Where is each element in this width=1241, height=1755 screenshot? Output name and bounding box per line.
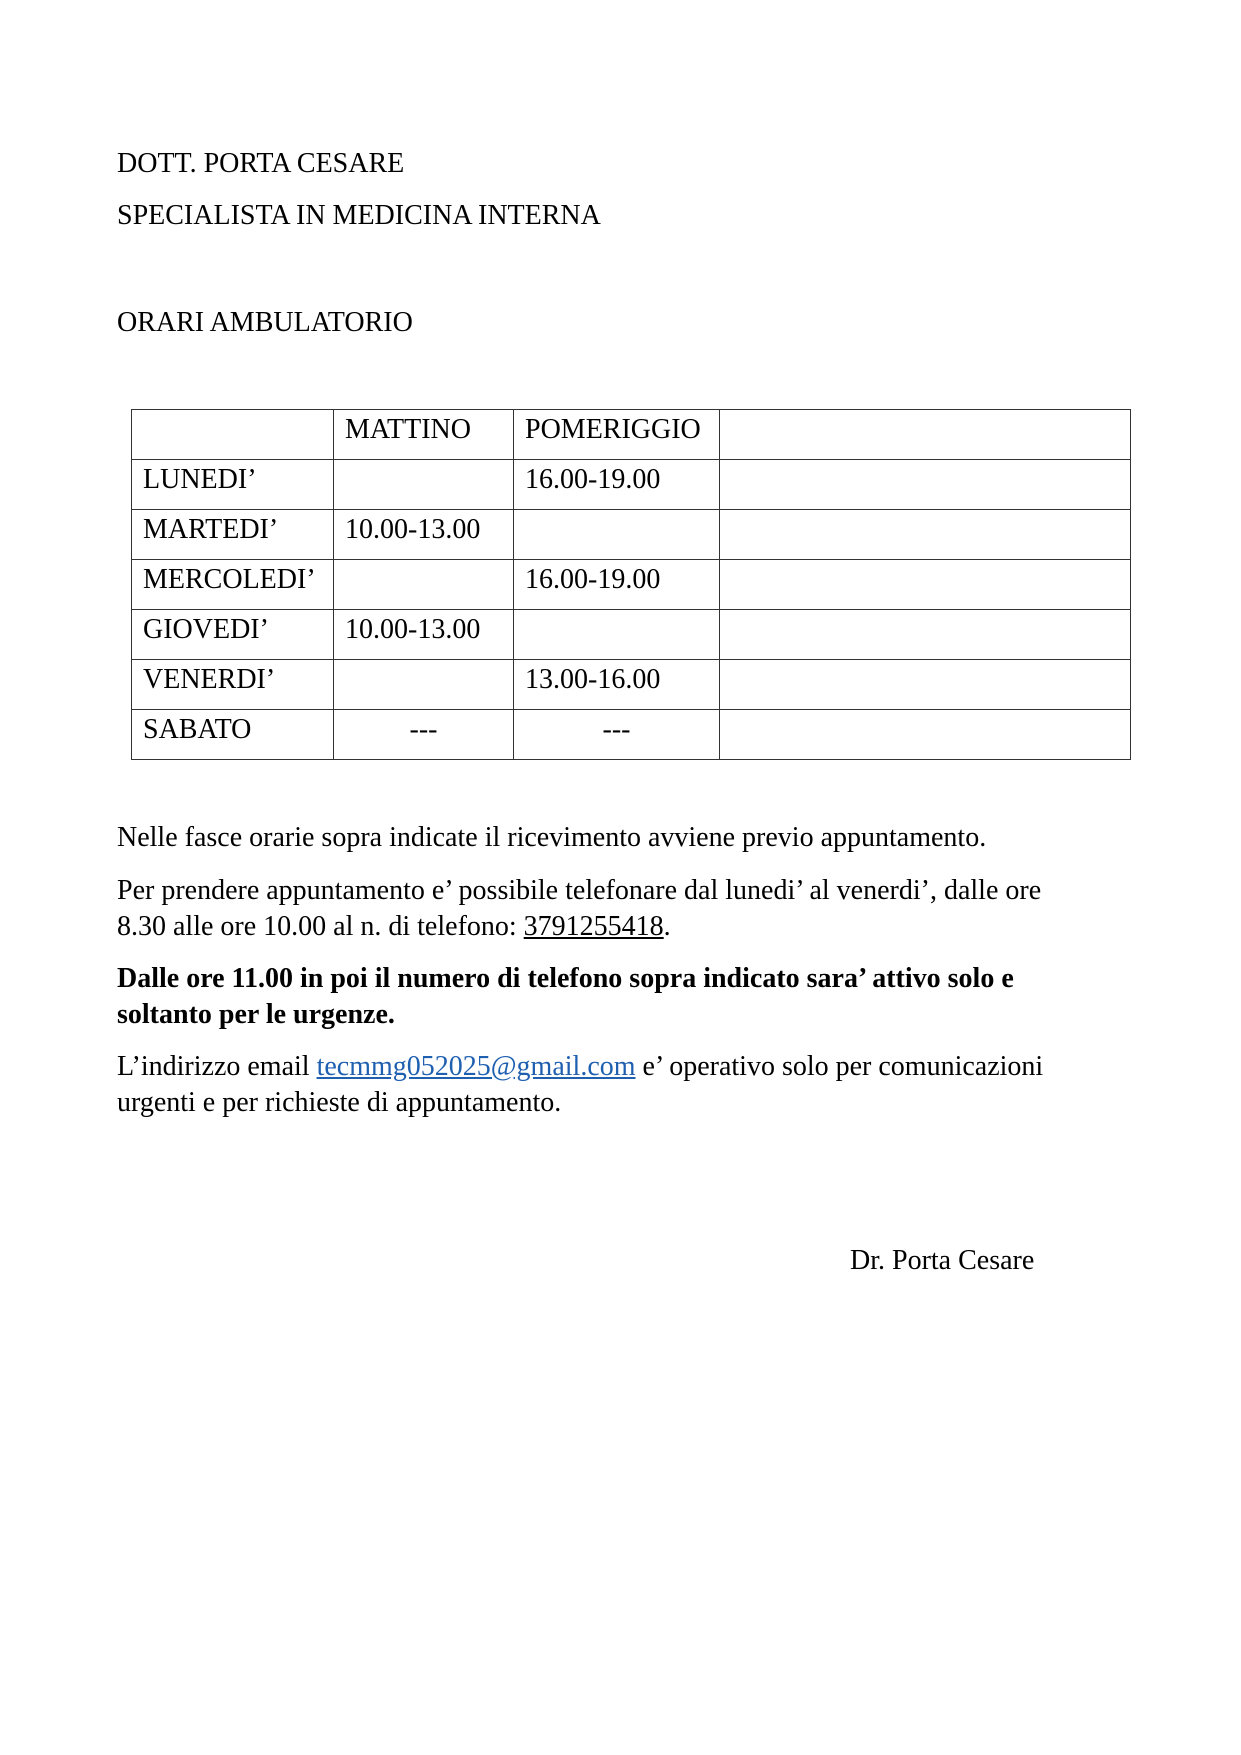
extra-cell: [720, 460, 1131, 510]
table-header-row: [132, 410, 1131, 460]
day-cell: GIOVEDI’: [132, 610, 334, 660]
phone-instructions-suffix: .: [663, 911, 671, 942]
day-cell: SABATO: [132, 710, 334, 760]
phone-number: 3791255418: [523, 911, 664, 942]
signature: Dr. Porta Cesare: [850, 1245, 1035, 1276]
afternoon-cell: 16.00-19.00: [514, 560, 720, 610]
email-link[interactable]: tecmmg052025@gmail.com: [316, 1051, 636, 1082]
header-cell-morning: MATTINO: [334, 410, 514, 460]
phone-instructions-line2: 8.30 alle ore 10.00 al n. di telefono:: [117, 911, 524, 942]
morning-cell: [334, 460, 514, 510]
header-cell-afternoon: POMERIGGIO: [514, 410, 720, 460]
table-row: [132, 510, 1131, 560]
day-cell: MERCOLEDI’: [132, 560, 334, 610]
urgent-notice-line2: soltanto per le urgenze.: [117, 999, 395, 1030]
doctor-name: DOTT. PORTA CESARE: [117, 148, 405, 179]
specialty: SPECIALISTA IN MEDICINA INTERNA: [117, 200, 601, 231]
afternoon-cell: [514, 510, 720, 560]
table-row: [132, 710, 1131, 760]
extra-cell: [720, 660, 1131, 710]
morning-cell: [334, 560, 514, 610]
morning-cell: 10.00-13.00: [334, 510, 514, 560]
table-row: [132, 660, 1131, 710]
afternoon-cell: [514, 610, 720, 660]
afternoon-cell: 16.00-19.00: [514, 460, 720, 510]
email-notice-suffix: e’ operativo solo per comunicazioni: [635, 1051, 1044, 1082]
email-notice-prefix: L’indirizzo email: [117, 1051, 317, 1082]
extra-cell: [720, 560, 1131, 610]
afternoon-cell: ---: [514, 710, 720, 760]
phone-instructions-line1: Per prendere appuntamento e’ possibile telefonare dal lunedi’ al venerdi’, dalle ore: [117, 875, 1042, 906]
extra-cell: [720, 610, 1131, 660]
schedule-table: [131, 409, 1131, 760]
afternoon-cell: 13.00-16.00: [514, 660, 720, 710]
table-row: [132, 560, 1131, 610]
morning-cell: 10.00-13.00: [334, 610, 514, 660]
day-cell: VENERDI’: [132, 660, 334, 710]
email-notice: [117, 1049, 1097, 1121]
urgent-notice: [117, 961, 1097, 1033]
table-row: [132, 460, 1131, 510]
urgent-notice-line1: Dalle ore 11.00 in poi il numero di telefono sopra indicato sara’ attivo solo e: [117, 963, 1014, 994]
morning-cell: [334, 660, 514, 710]
appointment-note: Nelle fasce orarie sopra indicate il ricevimento avviene previo appuntamento.: [117, 822, 987, 853]
extra-cell: [720, 510, 1131, 560]
section-title: ORARI AMBULATORIO: [117, 307, 413, 338]
email-notice-line2: urgenti e per richieste di appuntamento.: [117, 1087, 562, 1118]
header-cell-day: [132, 410, 334, 460]
table-row: [132, 610, 1131, 660]
extra-cell: [720, 710, 1131, 760]
header-cell-extra: [720, 410, 1131, 460]
day-cell: MARTEDI’: [132, 510, 334, 560]
phone-instructions: [117, 873, 1097, 945]
morning-cell: ---: [334, 710, 514, 760]
day-cell: LUNEDI’: [132, 460, 334, 510]
